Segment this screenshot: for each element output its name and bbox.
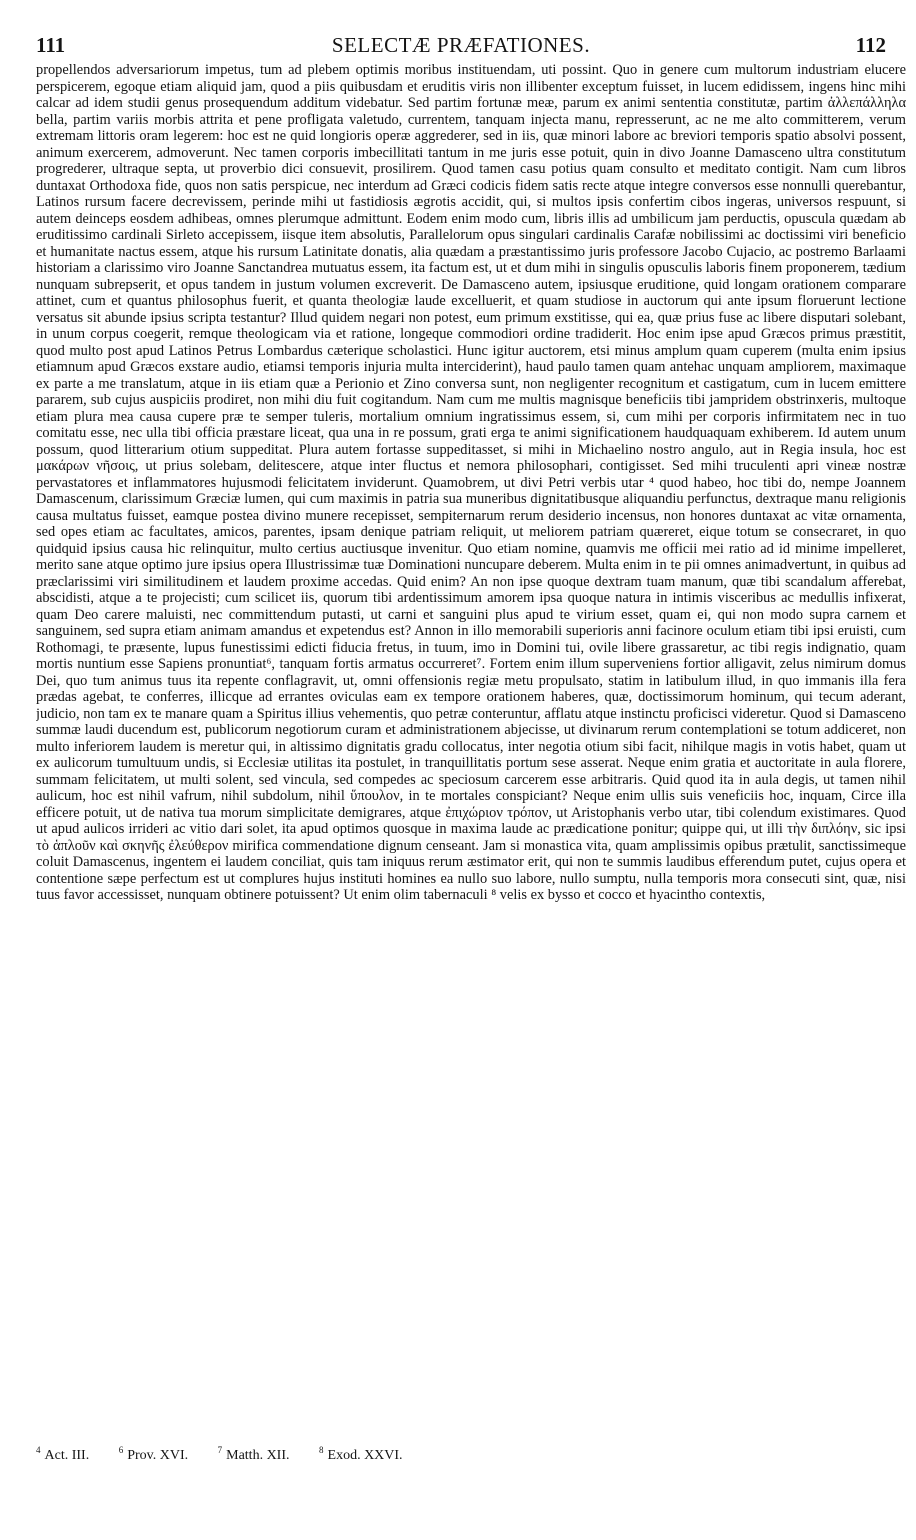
page-number-right: 112 — [855, 33, 886, 57]
footnote-text: Exod. XXVI. — [327, 1447, 403, 1463]
page-header — [36, 30, 886, 60]
footnote-text: Act. III. — [44, 1447, 90, 1463]
footnote-text: Prov. XVI. — [127, 1447, 189, 1463]
footnote-item — [36, 1445, 90, 1463]
page-number-left: 111 — [36, 33, 66, 57]
footnotes — [36, 1436, 886, 1464]
running-title: SELECTÆ PRÆFATIONES. — [331, 33, 591, 57]
body-text — [36, 62, 906, 1430]
footnote-mark: 4 — [36, 1445, 41, 1455]
footnote-item — [118, 1445, 189, 1463]
footnote-mark: 7 — [217, 1445, 223, 1455]
footnote-text: Matth. XII. — [226, 1447, 290, 1463]
footnote-mark: 6 — [118, 1445, 124, 1455]
footnote-item — [217, 1445, 290, 1463]
body-paragraph: propellendos adversariorum impetus, tum ad plebem optimis moribus instituendam, uti possint. Quo in genere cum multorum industriam elucere perspicerem, egoque etiam aliquid jam, quod a piis quibusdam et eruditis viris non illibenter exceptum fuisset, in lucem edidissem, ingens hinc mihi calcar ad idem studii genus prosequendum additum videbatur. Sed partim fortunæ meæ, parum ex animi sententia constitutæ, partim ἀλλεπάλληλα bella, partim variis morbis attrita et pene profligata valetudo, currentem, tanquam injecta manu, represserunt, ac ne me alto committerem, verum extremam littoris oram legerem: hoc est ne quid longioris operæ aggrederer, sed in iis, quæ minori labore ac breviori temporis spatio absolvi possent, animum exercerem, admoverunt. Nec tamen corporis imbecillitati tantum in me juris esse potuit, quin in divo Joanne Damasceno ultra constitutum progrederer, ultraque septa, ut proverbio dici consuevit, prosilirem. Quod tamen casu potius quam consulto et meditato contigit. Nam cum libros duntaxat Orthodoxa fide, quos non satis perspicue, nec interdum ad Græci codicis fidem satis recte atque integre conversos esse nonnulli querebantur, Latinos rursum facere decrevissem, perinde mihi ut fastidiosis ægrotis accidit, qui, si multos ipsis confertim cibos ingeras, universos respuunt, si autem deinceps eosdem adhibeas, omnes plerumque admittunt. Eodem enim modo cum, libris illis ad umbilicum jam perductis, opuscula quædam ab eruditissimo cardinali Sirleto accepissem, iisque item absolutis, Parallelorum opus singulari cardinalis Carafæ nobilissimi ac doctissimi viri beneficio et humanitate nactus essem, atque his rursum Latinitate donatis, alia quædam a præstantissimo juris professore Jacobo Cujacio, ac postremo Barlaami historiam a clarissimo viro Joanne Sanctandrea mutuatus essem, ita factum est, ut et dum mihi in singulis opusculis laboris finem proponerem, tædium nunquam subrepserit, et opus tandem in justum volumen excreverit. De Damasceno autem, ipsiusque eruditione, quid longam orationem comparare attinet, cum et quantus philosophus fuerit, et quanta theologiæ laude excelluerit, et quam studiose in auctorum qui ante ipsum floruerunt lectione versatus sit abunde ipsius scripta testantur? Illud quidem negari non potest, eum primum exstitisse, qui ea, quæ prius fuse ac libere disputari solebant, in unum corpus coegerit, remque theologicam via et ratione, longeque commodiori ordine tradiderit. Hoc enim ipse apud Græcos primus præstitit, quod multo post apud Latinos Petrus Lombardus cæterique scholastici. Hunc igitur auctorem, etsi minus amplum quam cuperem (multa enim ipsius etiamnum apud Græcos exstare audio, etiamsi temporis injuria multa interciderint), haud paulo tamen quam antehac unquam ampliorem, maximaque ex parte a me translatum, atque in iis etiam quæ a Perionio et Zino conversa sunt, non negligenter recognitum et castigatum, cum in lucem emittere pararem, sub cujus auspiciis prodiret, non mihi diu fuit cogitandum. Nam cum me multis magnisque beneficiis tibi jampridem obstrinxeris, multoque etiam plura mea causa cupere præ te semper tuleris, mortalium omnium ingratissimus essem, si, cum mihi per corporis infirmitatem nec in tuo comitatu esse, nec ulla tibi officia præstare liceat, qua una in re possum, grati erga te animi significationem haudquaquam exhiberem. Id autem unum possum, quod litterarium otium suppeditat. Plura autem fortasse suppeditasset, si mihi in Michaelino nostro angulo, aut in Regia insula, hoc est μακάρων νῆσοις, ut prius solebam, delitescere, atque inter fluctus et nemora philosophari, contigisset. Sed mihi truculenti apri vineæ nostræ pervastatores et inflammatores hujusmodi felicitatem inviderunt. Quamobrem, ut divi Petri verbis utar ⁴ quod habeo, hoc tibi do, nempe Joannem Damascenum, clarissimum Græciæ lumen, qui cum maximis in patria sua muneribus dignitatibusque aliquandiu perfunctus, dextraque manu religionis causa multatus fuisset, eamque postea divino munere recepisset, sempiternarum rerum desiderio incensus, non honores duntaxat ac vitæ ornamenta, sed opes etiam ac facultates, amicos, parentes, ipsam denique patriam reliquit, ut meliorem patriam quæreret, eique totum se consecraret, in quo quidquid ipsius causa hic relinquitur, multo certius auctiusque invenitur. Quo etiam nomine, quamvis me officii mei ratio ad id minime impelleret, merito sane atque optimo jure ipsius opera Illustrissimæ tuæ Dominationi nuncupare deberem. Multa enim in te pii omnes animadvertunt, in quibus ad præclarissimi viri similitudinem et laudem proxime accedas. Quid enim? An non ipse quoque dextram tuam manum, quæ tibi scandalum afferebat, abscidisti, atque a te projecisti; cum scilicet iis, quorum tibi ardentissimum amorem ipsa quoque natura in intimis visceribus ac medullis infixerat, quam Deo carere maluisti, nec committendum putasti, ut carni et sanguini plus apud te virium esset, quam ei, qui non modo supra carnem et sanguinem, sed supra etiam animam amandus et expetendus est? Annon in illo memorabili superioris anni facinore oculum etiam tibi ipsi eruisti, cum Rothomagi, te præsente, lupus funestissimi edicti fiducia fretus, in tuum, imo in Domini tui, ovile libere grassaretur, ac tibi regis indignatio, quam mortis nuntium esse Sapiens pronuntiat⁶, tanquam fortis armatus occurreret⁷. Fortem enim illum superveniens fortior alligavit, zelus nimirum domus Dei, quo tum animus tuus ita repente conflagravit, ut, omni offensionis regiæ metu propulsato, statim in latibulum illud, in quo immanis illa fera prædas agebat, te conferres, illicque ad errantes oviculas eam ex tempore orationem haberes, quæ, doctissimorum hominum, qui tecum aderant, judicio, non tam ex te manare quam a Spiritus illius vehementis, quo petræ conteruntur, afflatu atque instinctu proficisci videretur. Quod si Damasceno summæ laudi ducendum est, publicorum negotiorum curam et administrationem abjecisse, ut divinarum rerum contemplationi se totum addiceret, non multo inferiorem laudem is meretur qui, in altissimo dignitatis gradu collocatus, inter negotia otium sibi facit, nihilque magis in votis habet, quam ut ex aulicorum tumultuum undis, si Ecclesiæ utilitas ita postulet, in tranquillitatis portum sese asserat. Neque enim gratia et auctoritate in aula florere, summam felicitatem, ut multi solent, sed vincula, sed compedes ac speciosum carcerem esse arbitraris. Quid quod ita in aula degis, ut tamen nihil aulicum, hoc est nihil vafrum, nihil subdolum, nihil ὕπουλον, in te mortales conspiciant? Neque enim ullis suis veneficiis hoc, inquam, Circe illa efficere potuit, ut de nativa tua morum simplicitate demigrares, atque ἐπιχώριον τρόπον, ut Aristophanis verbo utar, tibi colendum existimares. Quod ut apud aulicos irrideri ac vitio dari solet, ita apud optimos quosque in maxima laude ac prædicatione ponitur; quippe qui, ut illi τὴν διπλόην, sic ipsi τὸ ἁπλοῦν καὶ σκηνῆς ἐλεύθερον mirifica commendatione dignum censeant. Jam si monastica vita, quam amplissimis opibus prætulit, sanctissimeque coluit Damascenus, ingentem ei laudem conciliat, quis tam iniquus rerum æstimator erit, qui non te summis laudibus efferendum putet, cujus opera et contentione sæpe perfectum est ut complures hujus instituti homines ea nullo suo labore, nullo sumptu, nulla temporis mora consecuti sint, quæ, nisi tuus favor accessisset, nunquam obtinere potuissent? Ut enim olim tabernaculi ⁸ velis ex bysso et cocco et hyacintho contextis, — [36, 62, 906, 903]
footnote-mark: 8 — [319, 1445, 324, 1455]
footnote-item — [319, 1445, 403, 1463]
